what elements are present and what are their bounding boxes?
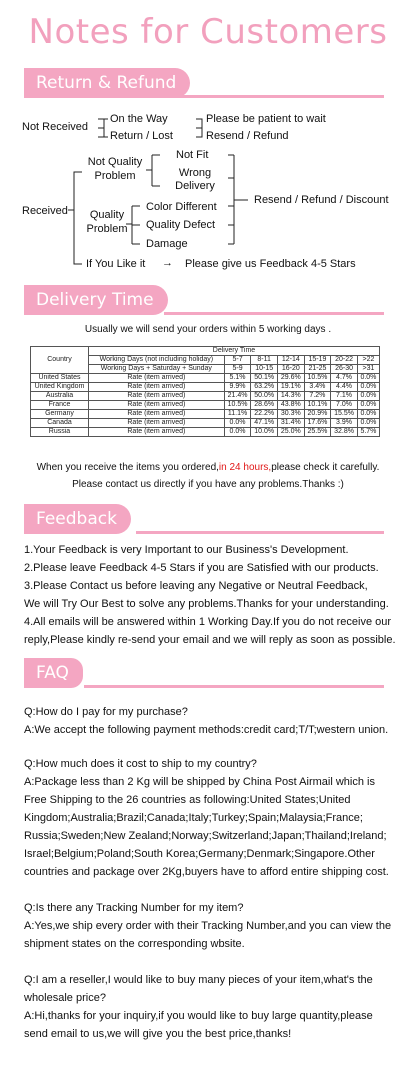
delivery-contact-note: Please contact us directly if you have any problems.Thanks :): [72, 479, 344, 490]
label-problem-1: Problem: [94, 170, 136, 182]
section-header-feedback: [24, 504, 384, 534]
table-cell: 25.5%: [304, 428, 331, 437]
table-cell: 43.8%: [277, 401, 304, 410]
table-cell: 0.0%: [357, 401, 379, 410]
table-cell-rate-label: Rate (item arrived): [89, 401, 225, 410]
table-cell-rate-label: Rate (item arrived): [89, 383, 225, 392]
label-received: Received: [22, 205, 68, 217]
label-resend-refund: Resend / Refund: [206, 130, 289, 142]
label-if-you-like: If You Like it: [86, 258, 146, 270]
feedback-line: 1.Your Feedback is very Important to our Business's Development.: [24, 544, 349, 556]
table-cell: 25.0%: [277, 428, 304, 437]
faq-answer: shipment states on the corresponding wbsite.: [24, 938, 245, 950]
label-problem-2: Problem: [86, 223, 128, 235]
table-cell: 0.0%: [357, 419, 379, 428]
table-cell-rate-label: Rate (item arrived): [89, 419, 225, 428]
arrow-right-icon: →: [162, 257, 173, 269]
table-cell: >31: [357, 365, 379, 374]
section-title-feedback: Feedback: [24, 504, 131, 534]
table-cell: 10.1%: [304, 401, 331, 410]
table-cell: 4.7%: [331, 374, 358, 383]
faq-question: wholesale price?: [24, 992, 106, 1004]
table-cell: 9.9%: [224, 383, 251, 392]
check-note-pre: When you receive the items you ordered,: [36, 462, 219, 473]
table-cell: 20-22: [331, 356, 358, 365]
table-cell: 19.1%: [277, 383, 304, 392]
faq-question: Q:I am a reseller,I would like to buy many pieces of your item,what's the: [24, 974, 373, 986]
table-cell-country: Canada: [31, 419, 89, 428]
feedback-line: reply,Please kindly re-send your email and we will reply as soon as possible.: [24, 634, 396, 646]
table-cell-country: United Kingdom: [31, 383, 89, 392]
faq-answer: Russia;Sweden;New Zealand;Norway;Switzerland;Japan;Thailand;Ireland;: [24, 830, 387, 842]
section-title-refund: Return & Refund: [24, 68, 190, 98]
table-row: [31, 392, 380, 401]
faq-answer: send email to us,we will give you the best price,thanks!: [24, 1028, 292, 1040]
label-wrong: Wrong: [178, 167, 212, 179]
table-cell: 0.0%: [357, 383, 379, 392]
feedback-line: 4.All emails will be answered within 1 Working Day.If you do not receive our: [24, 616, 392, 628]
faq-answer: Israel;Belgium;Poland;South Korea;Germany;Denmark;Singapore.Other: [24, 848, 375, 860]
table-cell: 21-25: [304, 365, 331, 374]
table-cell: 32.8%: [331, 428, 358, 437]
table-cell: 7.1%: [331, 392, 358, 401]
faq-answer: A:Hi,thanks for your inquiry,if you would like to buy large quantity,please: [24, 1010, 373, 1022]
label-return-lost: Return / Lost: [110, 130, 173, 142]
faq-answer: A:Package less than 2 Kg will be shipped by China Post Airmail which is: [24, 776, 375, 788]
table-cell: 0.0%: [224, 419, 251, 428]
table-cell: 0.0%: [357, 392, 379, 401]
table-cell: 15-19: [304, 356, 331, 365]
table-cell-country: Germany: [31, 410, 89, 419]
table-row-label-workdays: Working Days (not including holiday): [89, 356, 225, 365]
section-title-faq: FAQ: [24, 658, 83, 688]
table-cell-country: France: [31, 401, 89, 410]
section-divider: [136, 531, 384, 534]
table-row: [31, 428, 380, 437]
table-cell: 14.3%: [277, 392, 304, 401]
table-cell: 29.6%: [277, 374, 304, 383]
label-not-fit: Not Fit: [176, 149, 209, 161]
table-cell: 26-30: [331, 365, 358, 374]
table-cell-rate-label: Rate (item arrived): [89, 392, 225, 401]
table-cell-rate-label: Rate (item arrived): [89, 374, 225, 383]
label-resend-refund-discount: Resend / Refund / Discount: [254, 194, 389, 206]
table-cell-rate-label: Rate (item arrived): [89, 410, 225, 419]
table-cell: 21.4%: [224, 392, 251, 401]
section-title-delivery: Delivery Time: [24, 285, 168, 315]
table-cell: 47.1%: [251, 419, 278, 428]
table-cell: 63.2%: [251, 383, 278, 392]
label-not-quality: Not Quality: [87, 156, 143, 168]
check-note-post: please check it carefully.: [271, 462, 380, 473]
table-cell: 5-7: [224, 356, 251, 365]
table-row: [31, 374, 380, 383]
feedback-line: We will Try Our Best to solve any problems.Thanks for your understanding.: [24, 598, 389, 610]
table-cell: 7.0%: [331, 401, 358, 410]
section-header-delivery: [24, 285, 384, 315]
section-divider: [164, 312, 384, 315]
table-cell: 0.0%: [357, 410, 379, 419]
section-divider: [84, 685, 384, 688]
table-cell-country: Australia: [31, 392, 89, 401]
feedback-line: 3.Please Contact us before leaving any Negative or Neutral Feedback,: [24, 580, 368, 592]
label-be-patient: Please be patient to wait: [206, 113, 326, 125]
table-cell: 10.0%: [251, 428, 278, 437]
table-row: [31, 401, 380, 410]
table-cell: 5.7%: [357, 428, 379, 437]
faq-answer: countries and package over 2Kg,buyers have to afford entire shipping cost.: [24, 866, 389, 878]
table-cell: 20.9%: [304, 410, 331, 419]
table-cell: 50.0%: [251, 392, 278, 401]
table-cell: 0.0%: [224, 428, 251, 437]
label-damage: Damage: [146, 238, 188, 250]
faq-question: Q:How do I pay for my purchase?: [24, 706, 188, 718]
label-delivery: Delivery: [175, 180, 215, 192]
table-cell: 30.3%: [277, 410, 304, 419]
table-cell-country: United States: [31, 374, 89, 383]
table-row: [31, 383, 380, 392]
table-cell: 15.5%: [331, 410, 358, 419]
table-cell: 12-14: [277, 356, 304, 365]
faq-answer: A:We accept the following payment methods:credit card;T/T;western union.: [24, 724, 389, 736]
table-cell: 11.1%: [224, 410, 251, 419]
table-header-title: Delivery Time: [89, 347, 380, 356]
table-cell: 8-11: [251, 356, 278, 365]
delivery-table: [30, 346, 380, 437]
table-row: [31, 419, 380, 428]
table-cell: 10-15: [251, 365, 278, 374]
faq-question: Q:How much does it cost to ship to my country?: [24, 758, 257, 770]
table-cell: 22.2%: [251, 410, 278, 419]
table-cell: 3.4%: [304, 383, 331, 392]
table-cell-country: Russia: [31, 428, 89, 437]
faq-answer: Kingdom;Australia;Brazil;Canada;Italy;Turkey;Spain;Malaysia;France;: [24, 812, 363, 824]
delivery-intro: Usually we will send your orders within 5 working days .: [84, 324, 332, 335]
label-on-the-way: On the Way: [110, 113, 168, 125]
table-cell: 10.5%: [224, 401, 251, 410]
label-quality: Quality: [89, 209, 125, 221]
table-header-country: Country: [31, 347, 89, 374]
table-cell: 31.4%: [277, 419, 304, 428]
delivery-check-note: [0, 461, 416, 474]
section-header-faq: [24, 658, 384, 688]
table-cell: >22: [357, 356, 379, 365]
table-cell: 3.9%: [331, 419, 358, 428]
table-cell: 10.5%: [304, 374, 331, 383]
table-cell: 7.2%: [304, 392, 331, 401]
table-row-label-alldays: Working Days + Saturday + Sunday: [89, 365, 225, 374]
table-cell: 0.0%: [357, 374, 379, 383]
label-not-received: Not Received: [22, 121, 89, 133]
table-cell: 4.4%: [331, 383, 358, 392]
table-cell: 50.1%: [251, 374, 278, 383]
label-quality-defect: Quality Defect: [146, 219, 216, 231]
faq-answer: A:Yes,we ship every order with their Tracking Number,and you can view the: [24, 920, 392, 932]
label-color-different: Color Different: [146, 201, 217, 213]
table-row: [31, 410, 380, 419]
table-cell: 17.6%: [304, 419, 331, 428]
table-cell: 28.6%: [251, 401, 278, 410]
faq-answer: Free Shipping to the 26 countries as following:United States;United: [24, 794, 351, 806]
page-title: Notes for Customers: [28, 12, 388, 52]
label-feedback-request: Please give us Feedback 4-5 Stars: [185, 258, 356, 270]
table-cell: 5.1%: [224, 374, 251, 383]
table-cell-rate-label: Rate (item arrived): [89, 428, 225, 437]
feedback-line: 2.Please leave Feedback 4-5 Stars if you are Satisfied with our products.: [24, 562, 379, 574]
table-cell: 16-20: [277, 365, 304, 374]
faq-question: Q:Is there any Tracking Number for my item?: [24, 902, 244, 914]
check-note-highlight: in 24 hours,: [218, 462, 272, 473]
table-cell: 5-9: [224, 365, 251, 374]
